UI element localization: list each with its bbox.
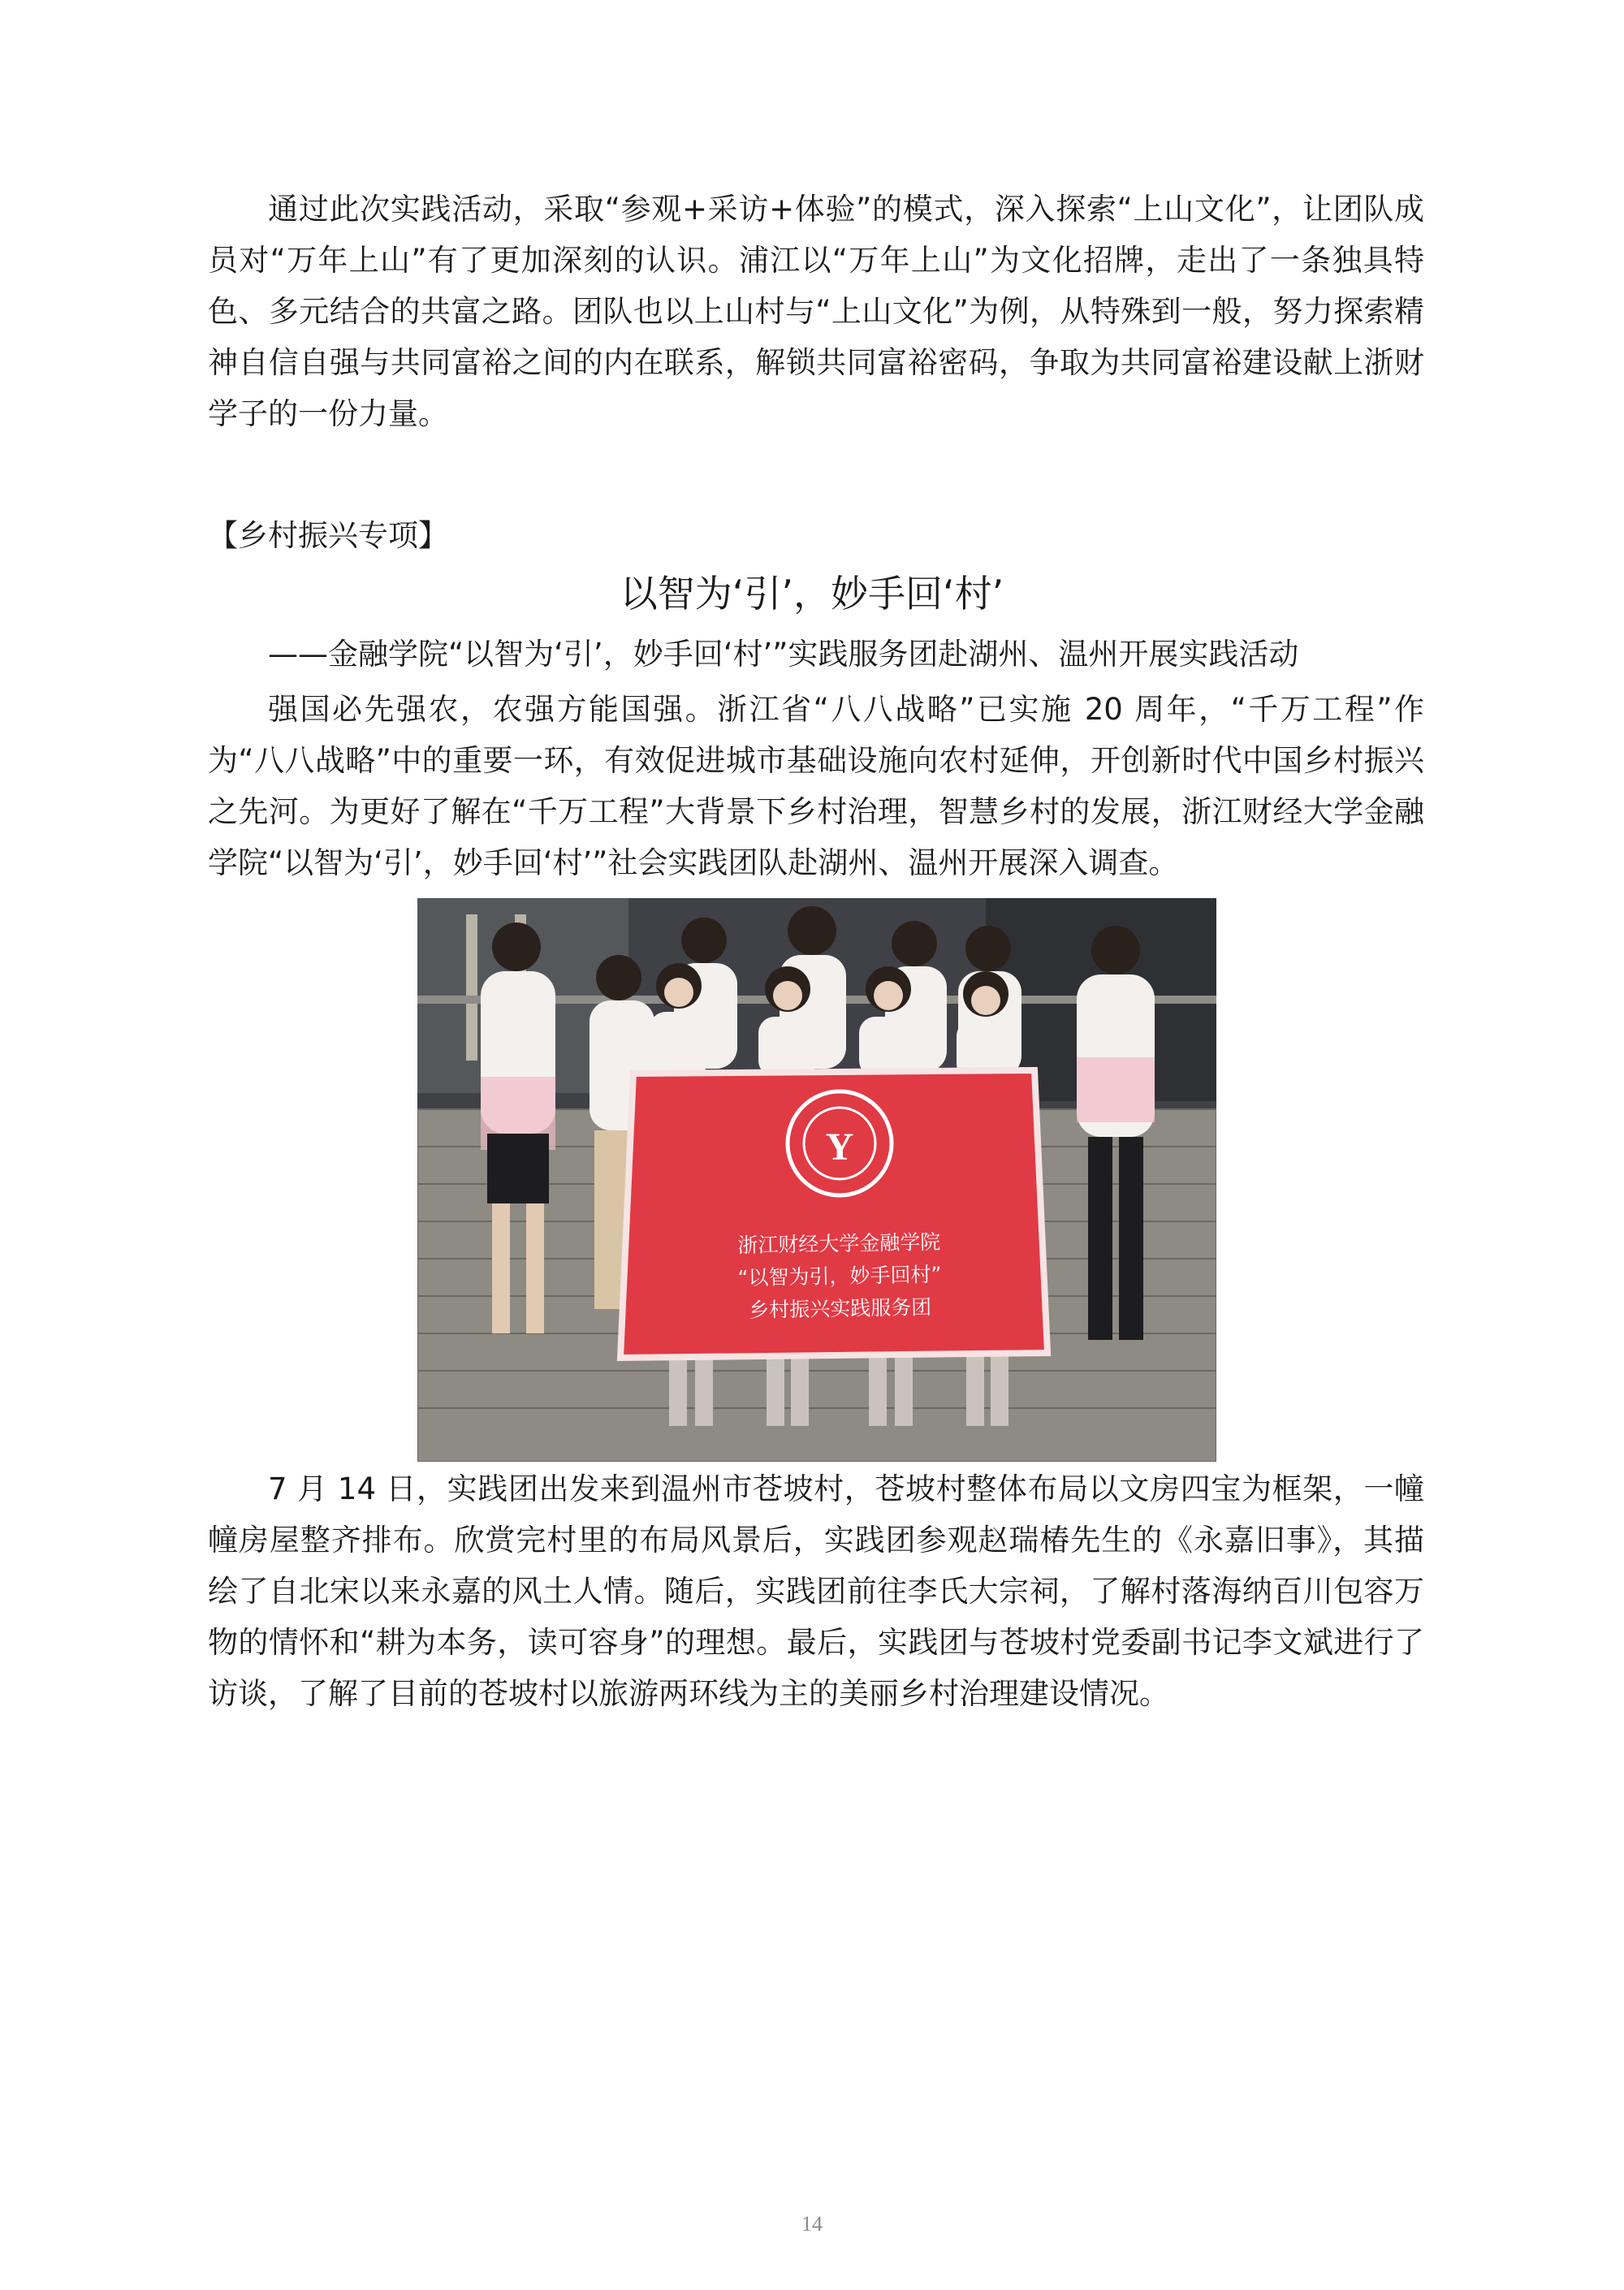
paragraph-1: 强国必先强农，农强方能国强。浙江省“八八战略”已实施 20 周年，“千万工程”作为“八八战略”中的重要一环，有效促进城市基础设施向农村延伸，开创新时代中国乡村振兴之先河。为更好了解在“千万工程”大背景下乡村治理，智慧乡村的发展，浙江财经大学金融学院“以智为‘引’，妙手回‘村’”社会实践团队赴湖州、温州开展深入调查。 xyxy=(208,692,1424,880)
banner-line-2: “以智为引，妙手回村” xyxy=(737,1262,942,1290)
banner-text xyxy=(660,1225,1019,1329)
group-photo xyxy=(417,898,1216,1462)
article-title: 以智为‘引’，妙手回‘村’ xyxy=(620,572,1004,616)
banner-line-1: 浙江财经大学金融学院 xyxy=(737,1229,941,1258)
intro-paragraph: 通过此次实践活动，采取“参观+采访+体验”的模式，深入探索“上山文化”，让团队成员对“万年上山”有了更加深刻的认识。浦江以“万年上山”为文化招牌，走出了一条独具特色、多元结合的共富之路。团队也以上山村与“上山文化”为例，从特殊到一般，努力探索精神自信自强与共同富裕之间的内在联系，解锁共同富裕密码，争取为共同富裕建设献上浙财学子的一份力量。 xyxy=(208,192,1424,431)
paragraph-2: 7 月 14 日，实践团出发来到温州市苍坡村，苍坡村整体布局以文房四宝为框架，一幢幢房屋整齐排布。欣赏完村里的布局风景后，实践团参观赵瑞椿先生的《永嘉旧事》，其描绘了自北宋以来永嘉的风土人情。随后，实践团前往李氏大宗祠，了解村落海纳百川包容万物的情怀和“耕为本务，读可容身”的理想。最后，实践团与苍坡村党委副书记李文斌进行了访谈，了解了目前的苍坡村以旅游两环线为主的美丽乡村治理建设情况。 xyxy=(208,1471,1424,1711)
banner-line-3: 乡村振兴实践服务团 xyxy=(748,1295,932,1322)
svg-text:Y: Y xyxy=(825,1126,854,1169)
section-tag: 【乡村振兴专项】 xyxy=(208,518,448,553)
article-subtitle: ——金融学院“以智为‘引’，妙手回‘村’”实践服务团赴湖州、温州开展实践活动 xyxy=(268,637,1299,672)
page-number: 14 xyxy=(801,2212,823,2236)
